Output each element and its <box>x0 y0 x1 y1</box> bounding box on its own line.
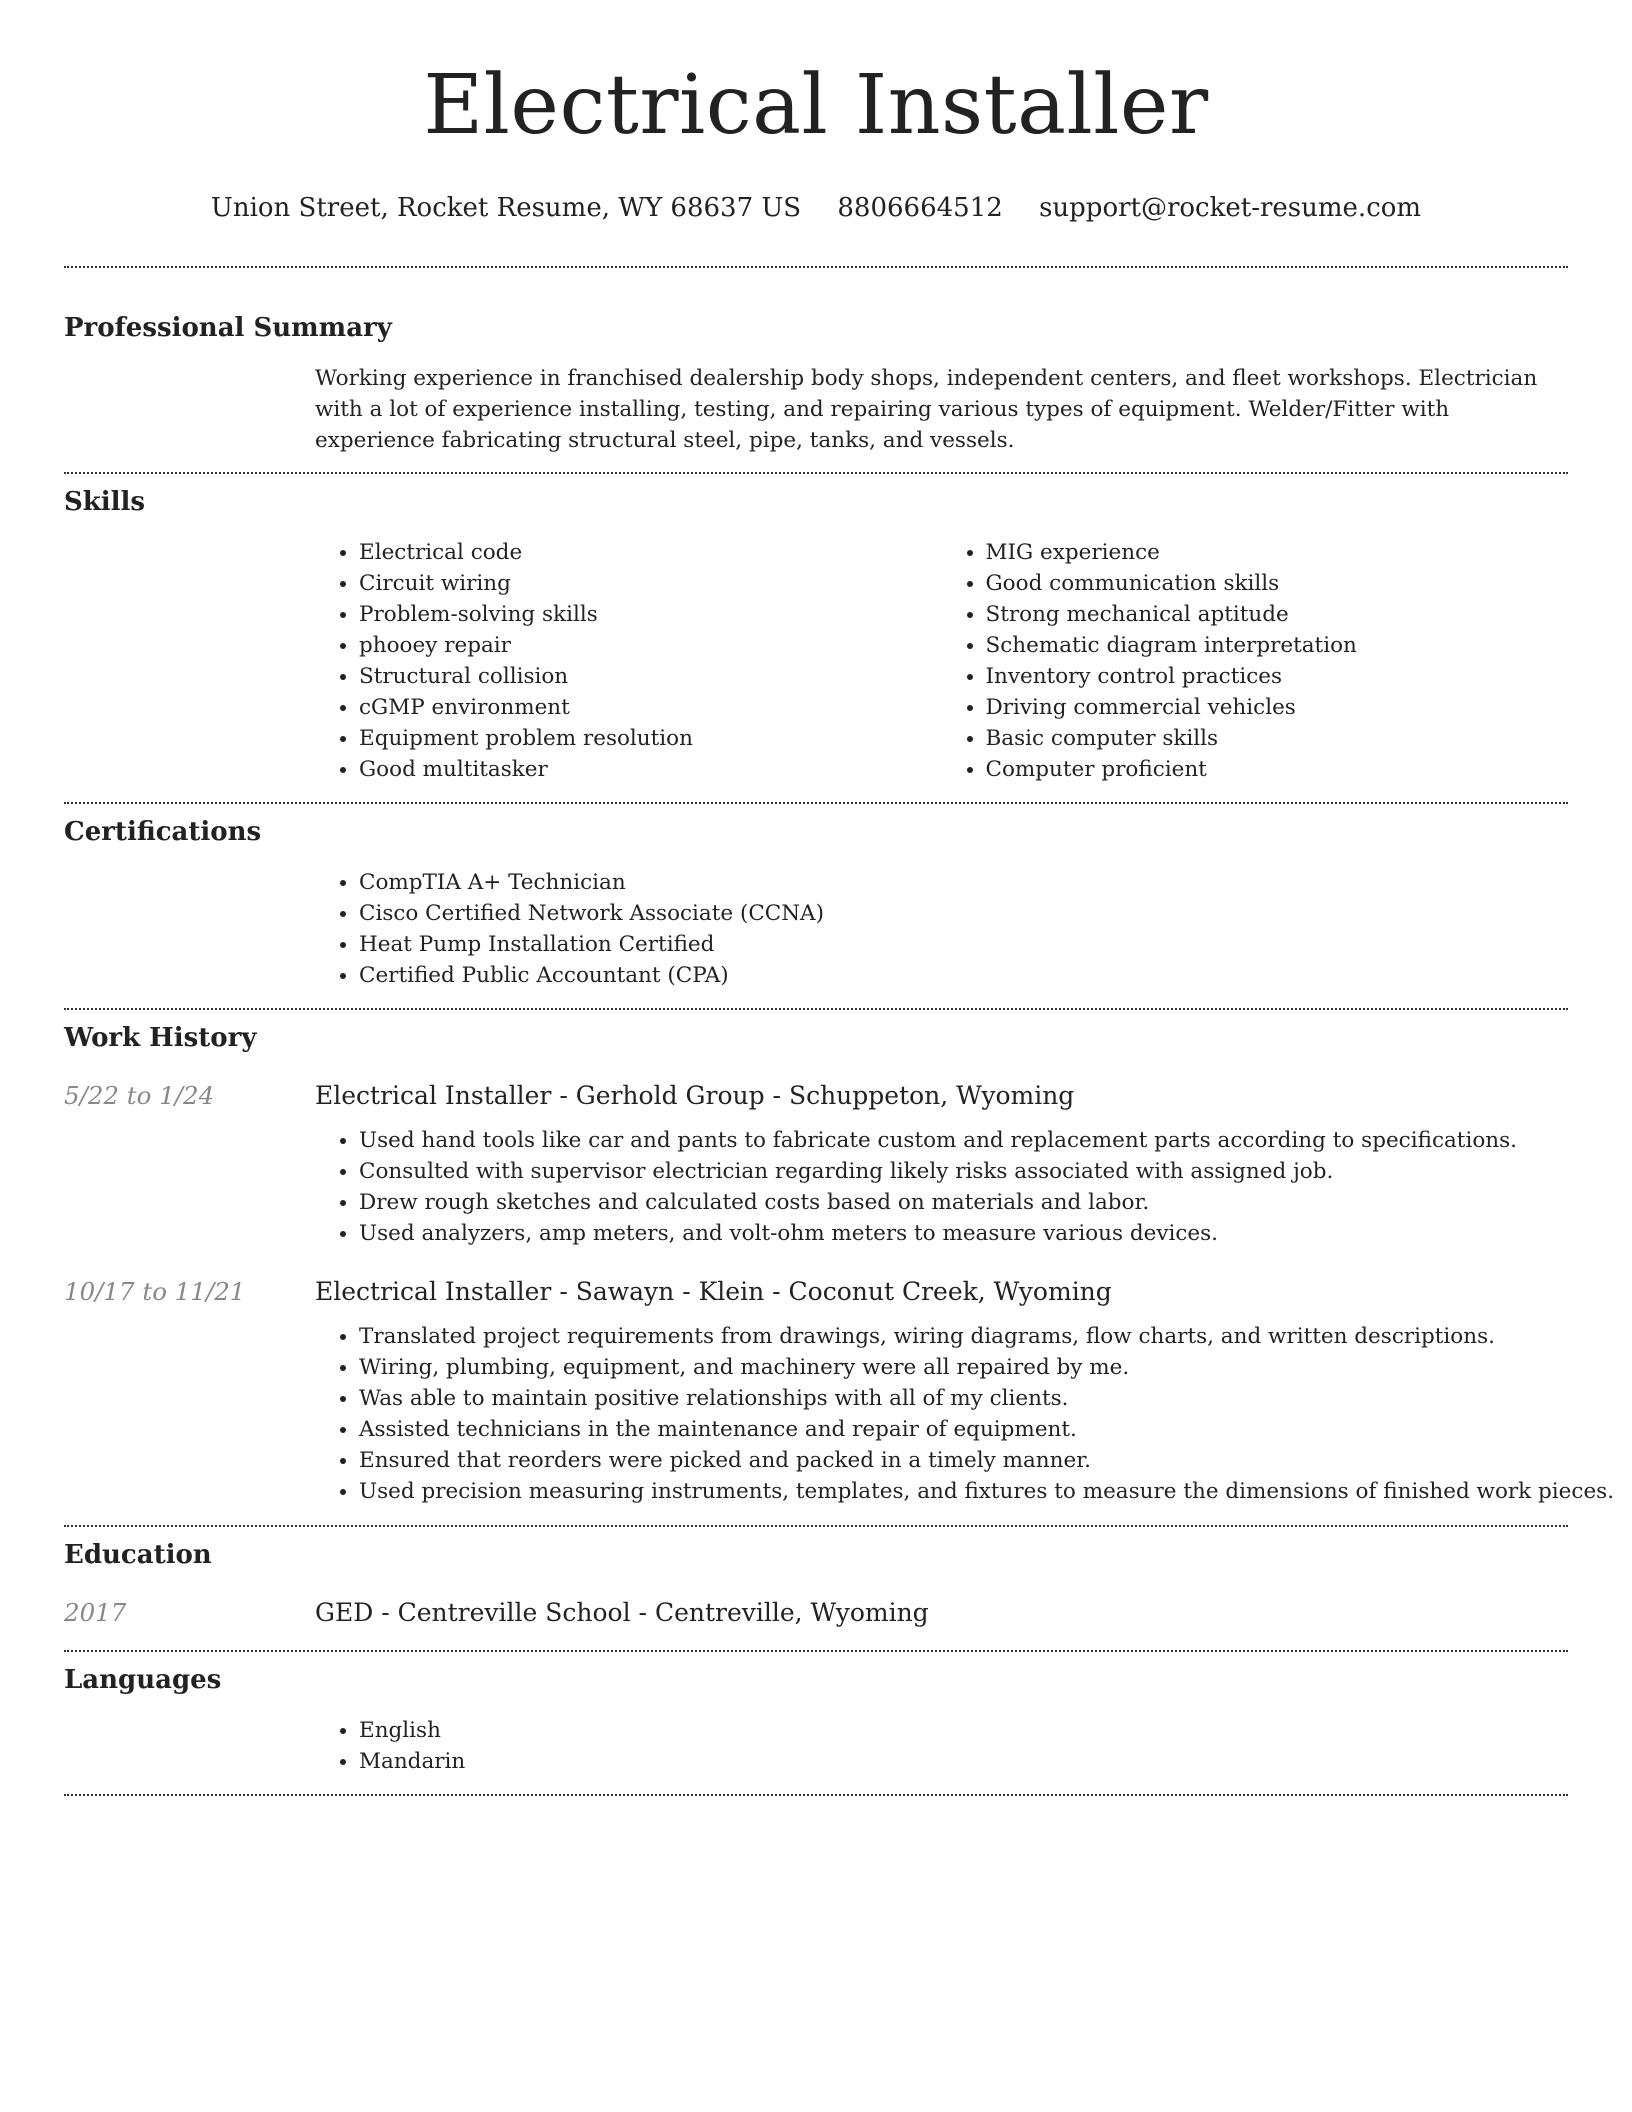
divider <box>64 802 1568 804</box>
skills-list-left <box>315 537 942 785</box>
skill-item: • Electrical code <box>359 537 942 568</box>
section-title-certifications: Certifications <box>64 817 262 847</box>
section-summary <box>64 310 1568 456</box>
job-dates: 10/17 to 11/21 <box>64 1277 246 1306</box>
section-certifications <box>64 814 1568 991</box>
skill-item: • Basic computer skills <box>986 723 1569 754</box>
job-heading: Electrical Installer - Gerhold Group - Schuppeton, Wyoming <box>315 1081 1075 1110</box>
job-entry-header <box>64 1076 1568 1116</box>
job-bullet: • Assisted technicians in the maintenance and repair of equipment. <box>359 1414 1568 1445</box>
skill-item: • Structural collision <box>359 661 942 692</box>
certifications-body <box>315 867 1568 991</box>
job-heading: Electrical Installer - Sawayn - Klein - Coconut Creek, Wyoming <box>315 1277 1112 1306</box>
skill-item: • Inventory control practices <box>986 661 1569 692</box>
job-entry-header <box>64 1272 1568 1312</box>
job-bullet: • Used hand tools like car and pants to fabricate custom and replacement parts according to specifications. <box>359 1125 1568 1156</box>
job-body <box>315 1321 1615 1507</box>
section-title-education: Education <box>64 1540 212 1570</box>
divider <box>64 1525 1568 1527</box>
skill-item: • Equipment problem resolution <box>359 723 942 754</box>
resume-name: Electrical Installer <box>423 58 1209 153</box>
job-bullet: • Used precision measuring instruments, templates, and fixtures to measure the dimensions of finished work pieces. <box>359 1476 1568 1507</box>
certification-item: • Certified Public Accountant (CPA) <box>359 960 1568 991</box>
contact-phone: 8806664512 <box>837 193 1003 223</box>
job-dates: 5/22 to 1/24 <box>64 1081 215 1110</box>
languages-body <box>315 1715 1568 1777</box>
job-bullet: • Ensured that reorders were picked and packed in a timely manner. <box>359 1445 1568 1476</box>
job-body <box>315 1125 1568 1249</box>
divider <box>64 1650 1568 1652</box>
divider <box>64 472 1568 474</box>
skill-item: • MIG experience <box>986 537 1569 568</box>
skill-item: • Good multitasker <box>359 754 942 785</box>
job-bullet: • Wiring, plumbing, equipment, and machinery were all repaired by me. <box>359 1352 1568 1383</box>
skill-item: • Problem-solving skills <box>359 599 942 630</box>
resume-page <box>64 0 1615 1796</box>
certifications-list <box>315 867 1568 991</box>
section-title-summary: Professional Summary <box>64 313 392 343</box>
job-bullets <box>315 1321 1615 1507</box>
language-item: • English <box>359 1715 1568 1746</box>
contact-email: support@rocket-resume.com <box>1039 193 1422 223</box>
skills-list-right <box>942 537 1569 785</box>
skill-item: • phooey repair <box>359 630 942 661</box>
skill-item: • Strong mechanical aptitude <box>986 599 1569 630</box>
skill-item: • Good communication skills <box>986 568 1569 599</box>
divider <box>64 1794 1568 1796</box>
section-education <box>64 1537 1568 1633</box>
divider <box>64 1008 1568 1010</box>
job-bullet: • Consulted with supervisor electrician regarding likely risks associated with assigned job. <box>359 1156 1568 1187</box>
certification-item: • CompTIA A+ Technician <box>359 867 1568 898</box>
section-title-work: Work History <box>64 1023 257 1053</box>
certification-item: • Cisco Certified Network Associate (CCNA) <box>359 898 1568 929</box>
languages-list <box>315 1715 1568 1777</box>
job-bullet: • Drew rough sketches and calculated costs based on materials and labor. <box>359 1187 1568 1218</box>
contact-address: Union Street, Rocket Resume, WY 68637 US <box>210 193 802 223</box>
divider <box>64 266 1568 268</box>
job-bullet: • Used analyzers, amp meters, and volt-ohm meters to measure various devices. <box>359 1218 1568 1249</box>
skill-item: • Schematic diagram interpretation <box>986 630 1569 661</box>
education-date: 2017 <box>64 1598 127 1627</box>
section-title-skills: Skills <box>64 487 146 517</box>
summary-text: Working experience in franchised dealership body shops, independent centers, and fleet workshops. Electrician with a lot of experience installing, testing, and repairing various types of equipment. Welder/Fitter with experience fabricating structural steel, pipe, tanks, and vessels. <box>315 366 1538 453</box>
skill-item: • Circuit wiring <box>359 568 942 599</box>
section-title-languages: Languages <box>64 1665 222 1695</box>
contact-line <box>64 188 1568 228</box>
education-entry <box>64 1593 1568 1633</box>
skills-grid <box>315 537 1568 785</box>
skill-item: • cGMP environment <box>359 692 942 723</box>
skill-item: • Computer proficient <box>986 754 1569 785</box>
job-bullet: • Translated project requirements from drawings, wiring diagrams, flow charts, and written descriptions. <box>359 1321 1568 1352</box>
certification-item: • Heat Pump Installation Certified <box>359 929 1568 960</box>
job-bullets <box>315 1125 1568 1249</box>
job-bullet: • Was able to maintain positive relationships with all of my clients. <box>359 1383 1568 1414</box>
skill-item: • Driving commercial vehicles <box>986 692 1569 723</box>
section-languages <box>64 1662 1568 1777</box>
education-heading: GED - Centreville School - Centreville, Wyoming <box>315 1598 929 1627</box>
language-item: • Mandarin <box>359 1746 1568 1777</box>
section-skills <box>64 484 1568 785</box>
section-work-history <box>64 1020 1615 1507</box>
